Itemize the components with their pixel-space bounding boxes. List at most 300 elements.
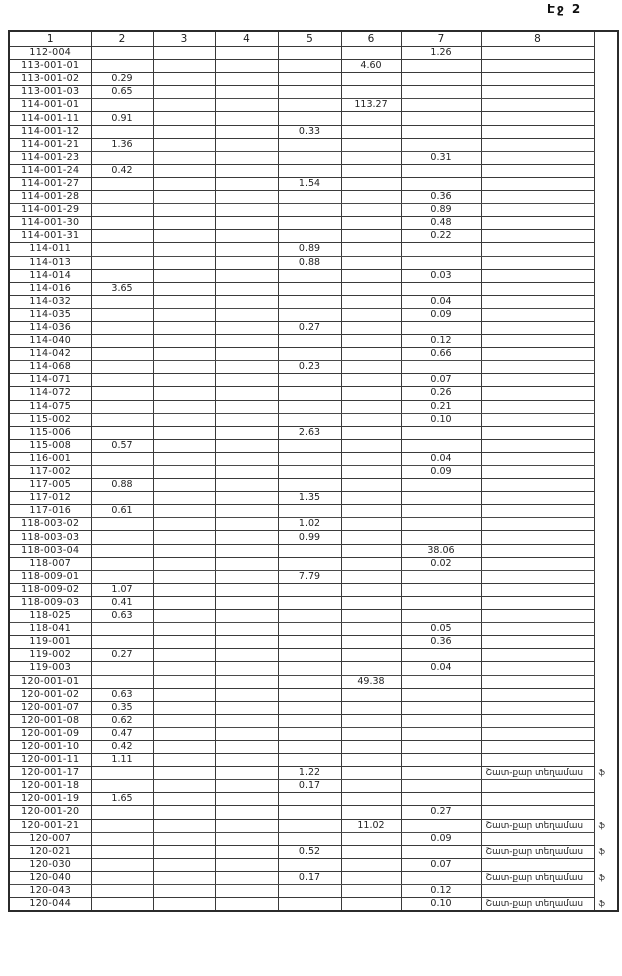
value-cell: 0.42 xyxy=(91,164,153,177)
value-cell xyxy=(91,400,153,413)
value-cell: 0.42 xyxy=(91,740,153,753)
row-code-cell: 114-068 xyxy=(9,361,91,374)
value-cell xyxy=(341,479,401,492)
value-cell: 0.61 xyxy=(91,505,153,518)
value-cell xyxy=(153,767,215,780)
value-cell xyxy=(341,112,401,125)
value-cell xyxy=(278,308,341,321)
value-cell xyxy=(153,596,215,609)
value-cell xyxy=(215,361,278,374)
margin-annotation xyxy=(594,596,618,609)
row-code-cell: 118-041 xyxy=(9,623,91,636)
value-cell xyxy=(153,662,215,675)
margin-annotation: ֆ xyxy=(594,845,618,858)
table-row xyxy=(9,871,618,884)
table-row xyxy=(9,452,618,465)
value-cell xyxy=(401,99,481,112)
row-code-cell: 114-001-12 xyxy=(9,125,91,138)
value-cell: 4.60 xyxy=(341,60,401,73)
value-cell xyxy=(215,387,278,400)
site-name-cell xyxy=(481,636,594,649)
value-cell xyxy=(215,780,278,793)
header-row xyxy=(9,31,618,47)
table-row xyxy=(9,60,618,73)
value-cell xyxy=(278,544,341,557)
table-row xyxy=(9,295,618,308)
site-name-cell xyxy=(481,256,594,269)
row-code-cell: 112-004 xyxy=(9,47,91,60)
value-cell xyxy=(215,596,278,609)
margin-annotation xyxy=(594,387,618,400)
value-cell xyxy=(215,727,278,740)
site-name-cell xyxy=(481,230,594,243)
value-cell xyxy=(153,570,215,583)
site-name-cell xyxy=(481,60,594,73)
value-cell: 0.03 xyxy=(401,269,481,282)
value-cell xyxy=(278,688,341,701)
value-cell xyxy=(91,191,153,204)
value-cell xyxy=(215,806,278,819)
row-code-cell: 117-012 xyxy=(9,492,91,505)
value-cell xyxy=(91,295,153,308)
site-name-cell xyxy=(481,295,594,308)
value-cell xyxy=(215,767,278,780)
table-row xyxy=(9,335,618,348)
value-cell: 0.88 xyxy=(278,256,341,269)
value-cell xyxy=(153,727,215,740)
value-cell: 0.26 xyxy=(401,387,481,400)
value-cell xyxy=(153,439,215,452)
value-cell xyxy=(153,217,215,230)
value-cell xyxy=(215,217,278,230)
value-cell: 11.02 xyxy=(341,819,401,832)
value-cell xyxy=(278,466,341,479)
value-cell xyxy=(278,806,341,819)
row-code-cell: 114-072 xyxy=(9,387,91,400)
value-cell xyxy=(153,295,215,308)
value-cell xyxy=(153,47,215,60)
value-cell xyxy=(153,871,215,884)
margin-annotation xyxy=(594,361,618,374)
margin-annotation xyxy=(594,714,618,727)
value-cell xyxy=(153,858,215,871)
value-cell xyxy=(341,321,401,334)
value-cell xyxy=(215,269,278,282)
value-cell: 38.06 xyxy=(401,544,481,557)
value-cell xyxy=(91,243,153,256)
value-cell xyxy=(278,47,341,60)
margin-annotation xyxy=(594,688,618,701)
value-cell xyxy=(341,466,401,479)
value-cell: 0.47 xyxy=(91,727,153,740)
value-cell: 49.38 xyxy=(341,675,401,688)
site-name-cell xyxy=(481,754,594,767)
value-cell xyxy=(215,819,278,832)
value-cell xyxy=(401,570,481,583)
value-cell xyxy=(153,73,215,86)
margin-annotation xyxy=(594,701,618,714)
margin-annotation xyxy=(594,243,618,256)
table-row xyxy=(9,780,618,793)
site-name-cell xyxy=(481,610,594,623)
column-header-5: 5 xyxy=(278,31,341,47)
value-cell xyxy=(153,164,215,177)
value-cell: 0.89 xyxy=(278,243,341,256)
value-cell xyxy=(278,479,341,492)
site-name-cell xyxy=(481,413,594,426)
table-row xyxy=(9,151,618,164)
value-cell xyxy=(341,452,401,465)
value-cell xyxy=(401,531,481,544)
value-cell xyxy=(278,164,341,177)
value-cell: 1.02 xyxy=(278,518,341,531)
row-code-cell: 114-014 xyxy=(9,269,91,282)
value-cell xyxy=(341,348,401,361)
table-row xyxy=(9,164,618,177)
margin-annotation xyxy=(594,138,618,151)
value-cell: 0.10 xyxy=(401,413,481,426)
value-cell: 0.66 xyxy=(401,348,481,361)
value-cell xyxy=(215,492,278,505)
value-cell xyxy=(215,112,278,125)
value-cell xyxy=(341,754,401,767)
value-cell xyxy=(91,47,153,60)
row-code-cell: 114-001-01 xyxy=(9,99,91,112)
value-cell xyxy=(341,151,401,164)
value-cell xyxy=(341,583,401,596)
value-cell xyxy=(215,243,278,256)
value-cell xyxy=(401,518,481,531)
margin-annotation: ֆ xyxy=(594,871,618,884)
value-cell xyxy=(278,138,341,151)
value-cell xyxy=(91,452,153,465)
value-cell: 0.07 xyxy=(401,858,481,871)
value-cell xyxy=(401,596,481,609)
value-cell xyxy=(341,400,401,413)
value-cell xyxy=(278,295,341,308)
margin-annotation xyxy=(594,256,618,269)
value-cell: 113.27 xyxy=(341,99,401,112)
site-name-cell xyxy=(481,649,594,662)
value-cell xyxy=(153,806,215,819)
site-name-cell xyxy=(481,164,594,177)
site-name-cell xyxy=(481,714,594,727)
row-code-cell: 120-001-02 xyxy=(9,688,91,701)
table-row xyxy=(9,531,618,544)
value-cell xyxy=(215,570,278,583)
value-cell: 0.33 xyxy=(278,125,341,138)
margin-annotation xyxy=(594,531,618,544)
row-code-cell: 114-001-27 xyxy=(9,177,91,190)
margin-annotation xyxy=(594,282,618,295)
value-cell xyxy=(341,492,401,505)
value-cell xyxy=(215,466,278,479)
row-code-cell: 120-001-08 xyxy=(9,714,91,727)
value-cell xyxy=(278,505,341,518)
margin-annotation xyxy=(594,230,618,243)
value-cell xyxy=(91,413,153,426)
margin-annotation xyxy=(594,308,618,321)
value-cell xyxy=(341,885,401,898)
value-cell: 0.23 xyxy=(278,361,341,374)
row-code-cell: 114-071 xyxy=(9,374,91,387)
site-name-cell xyxy=(481,466,594,479)
value-cell xyxy=(341,439,401,452)
value-cell xyxy=(278,649,341,662)
table-row xyxy=(9,387,618,400)
column-header-6: 6 xyxy=(341,31,401,47)
value-cell xyxy=(153,557,215,570)
value-cell xyxy=(401,361,481,374)
row-code-cell: 118-007 xyxy=(9,557,91,570)
value-cell xyxy=(341,531,401,544)
site-name-cell xyxy=(481,112,594,125)
value-cell xyxy=(341,570,401,583)
value-cell: 0.91 xyxy=(91,112,153,125)
site-name-cell xyxy=(481,335,594,348)
value-cell xyxy=(341,871,401,884)
site-name-cell xyxy=(481,662,594,675)
value-cell xyxy=(153,348,215,361)
value-cell: 1.36 xyxy=(91,138,153,151)
value-cell xyxy=(153,426,215,439)
table-body xyxy=(9,47,618,912)
value-cell xyxy=(341,780,401,793)
value-cell xyxy=(278,413,341,426)
site-name-cell xyxy=(481,623,594,636)
row-code-cell: 119-002 xyxy=(9,649,91,662)
site-name-cell xyxy=(481,282,594,295)
value-cell xyxy=(278,86,341,99)
site-name-cell xyxy=(481,308,594,321)
row-code-cell: 120-021 xyxy=(9,845,91,858)
value-cell xyxy=(401,583,481,596)
margin-annotation xyxy=(594,86,618,99)
value-cell xyxy=(91,871,153,884)
margin-annotation xyxy=(594,348,618,361)
value-cell xyxy=(341,727,401,740)
value-cell: 0.36 xyxy=(401,636,481,649)
site-name-cell: Շատ-քար տեղամաս xyxy=(481,871,594,884)
site-name-cell xyxy=(481,387,594,400)
value-cell xyxy=(278,230,341,243)
table-row xyxy=(9,282,618,295)
value-cell xyxy=(341,623,401,636)
value-cell xyxy=(91,217,153,230)
row-code-cell: 120-001-18 xyxy=(9,780,91,793)
value-cell xyxy=(278,400,341,413)
value-cell xyxy=(153,308,215,321)
row-code-cell: 120-040 xyxy=(9,871,91,884)
margin-annotation xyxy=(594,754,618,767)
value-cell xyxy=(215,583,278,596)
row-code-cell: 118-009-01 xyxy=(9,570,91,583)
value-cell xyxy=(153,335,215,348)
page-number: Էջ 2 xyxy=(547,2,583,16)
table-row xyxy=(9,204,618,217)
value-cell: 0.36 xyxy=(401,191,481,204)
value-cell xyxy=(401,426,481,439)
value-cell: 1.26 xyxy=(401,47,481,60)
value-cell xyxy=(215,86,278,99)
value-cell xyxy=(278,335,341,348)
value-cell xyxy=(91,767,153,780)
value-cell xyxy=(341,361,401,374)
value-cell xyxy=(278,885,341,898)
value-cell xyxy=(341,138,401,151)
value-cell xyxy=(215,426,278,439)
margin-annotation xyxy=(594,623,618,636)
value-cell xyxy=(153,740,215,753)
value-cell xyxy=(215,701,278,714)
value-cell xyxy=(278,714,341,727)
value-cell xyxy=(215,282,278,295)
value-cell xyxy=(91,230,153,243)
value-cell xyxy=(215,898,278,912)
margin-annotation xyxy=(594,479,618,492)
value-cell xyxy=(341,73,401,86)
value-cell xyxy=(91,99,153,112)
value-cell xyxy=(153,138,215,151)
margin-annotation xyxy=(594,426,618,439)
value-cell xyxy=(153,885,215,898)
row-code-cell: 120-043 xyxy=(9,885,91,898)
margin-column-spacer xyxy=(594,31,618,47)
margin-annotation xyxy=(594,99,618,112)
value-cell xyxy=(91,636,153,649)
value-cell xyxy=(341,243,401,256)
table-row xyxy=(9,898,618,912)
value-cell: 0.22 xyxy=(401,230,481,243)
value-cell xyxy=(215,99,278,112)
value-cell xyxy=(341,662,401,675)
site-name-cell xyxy=(481,138,594,151)
row-code-cell: 116-001 xyxy=(9,452,91,465)
row-code-cell: 120-044 xyxy=(9,898,91,912)
site-name-cell xyxy=(481,492,594,505)
value-cell xyxy=(215,47,278,60)
table-row xyxy=(9,86,618,99)
value-cell xyxy=(91,885,153,898)
value-cell xyxy=(278,73,341,86)
column-header-4: 4 xyxy=(215,31,278,47)
value-cell xyxy=(278,191,341,204)
site-name-cell xyxy=(481,557,594,570)
value-cell: 0.21 xyxy=(401,400,481,413)
value-cell xyxy=(401,73,481,86)
value-cell: 0.10 xyxy=(401,898,481,912)
value-cell xyxy=(215,191,278,204)
margin-annotation xyxy=(594,452,618,465)
value-cell xyxy=(341,282,401,295)
site-name-cell xyxy=(481,452,594,465)
value-cell xyxy=(215,544,278,557)
value-cell xyxy=(341,858,401,871)
value-cell xyxy=(91,898,153,912)
table-row xyxy=(9,793,618,806)
value-cell xyxy=(341,217,401,230)
row-code-cell: 120-001-11 xyxy=(9,754,91,767)
site-name-cell xyxy=(481,125,594,138)
margin-annotation xyxy=(594,413,618,426)
margin-annotation xyxy=(594,505,618,518)
value-cell xyxy=(341,387,401,400)
value-cell xyxy=(153,125,215,138)
value-cell xyxy=(91,780,153,793)
value-cell xyxy=(215,714,278,727)
value-cell xyxy=(401,727,481,740)
value-cell xyxy=(153,531,215,544)
value-cell: 0.88 xyxy=(91,479,153,492)
value-cell xyxy=(91,308,153,321)
table-row xyxy=(9,426,618,439)
value-cell xyxy=(278,662,341,675)
value-cell xyxy=(401,138,481,151)
value-cell xyxy=(91,819,153,832)
value-cell: 0.52 xyxy=(278,845,341,858)
row-code-cell: 117-005 xyxy=(9,479,91,492)
value-cell xyxy=(341,544,401,557)
table-row xyxy=(9,740,618,753)
value-cell xyxy=(215,610,278,623)
row-code-cell: 120-001-10 xyxy=(9,740,91,753)
value-cell xyxy=(278,858,341,871)
table-row xyxy=(9,217,618,230)
table-row xyxy=(9,557,618,570)
row-code-cell: 118-009-03 xyxy=(9,596,91,609)
value-cell xyxy=(401,780,481,793)
value-cell xyxy=(91,269,153,282)
table-row xyxy=(9,177,618,190)
value-cell xyxy=(401,282,481,295)
row-code-cell: 120-001-01 xyxy=(9,675,91,688)
site-name-cell xyxy=(481,832,594,845)
value-cell xyxy=(153,583,215,596)
value-cell xyxy=(341,740,401,753)
site-name-cell xyxy=(481,151,594,164)
table-row xyxy=(9,125,618,138)
value-cell xyxy=(215,479,278,492)
value-cell xyxy=(278,60,341,73)
site-name-cell: Շատ-քար տեղամաս xyxy=(481,898,594,912)
table-row xyxy=(9,374,618,387)
value-cell xyxy=(91,204,153,217)
value-cell: 1.11 xyxy=(91,754,153,767)
table-row xyxy=(9,243,618,256)
value-cell xyxy=(91,335,153,348)
value-cell xyxy=(401,164,481,177)
margin-annotation xyxy=(594,806,618,819)
table-row xyxy=(9,479,618,492)
table-row xyxy=(9,767,618,780)
row-code-cell: 114-001-31 xyxy=(9,230,91,243)
value-cell xyxy=(91,662,153,675)
site-name-cell xyxy=(481,479,594,492)
row-code-cell: 120-030 xyxy=(9,858,91,871)
table-row xyxy=(9,544,618,557)
site-name-cell xyxy=(481,570,594,583)
margin-annotation xyxy=(594,151,618,164)
value-cell: 0.27 xyxy=(401,806,481,819)
table-row xyxy=(9,714,618,727)
row-code-cell: 114-040 xyxy=(9,335,91,348)
margin-annotation xyxy=(594,191,618,204)
value-cell xyxy=(153,492,215,505)
margin-annotation xyxy=(594,204,618,217)
table-row xyxy=(9,806,618,819)
table-row xyxy=(9,583,618,596)
site-name-cell: Շատ-քար տեղամաս xyxy=(481,767,594,780)
